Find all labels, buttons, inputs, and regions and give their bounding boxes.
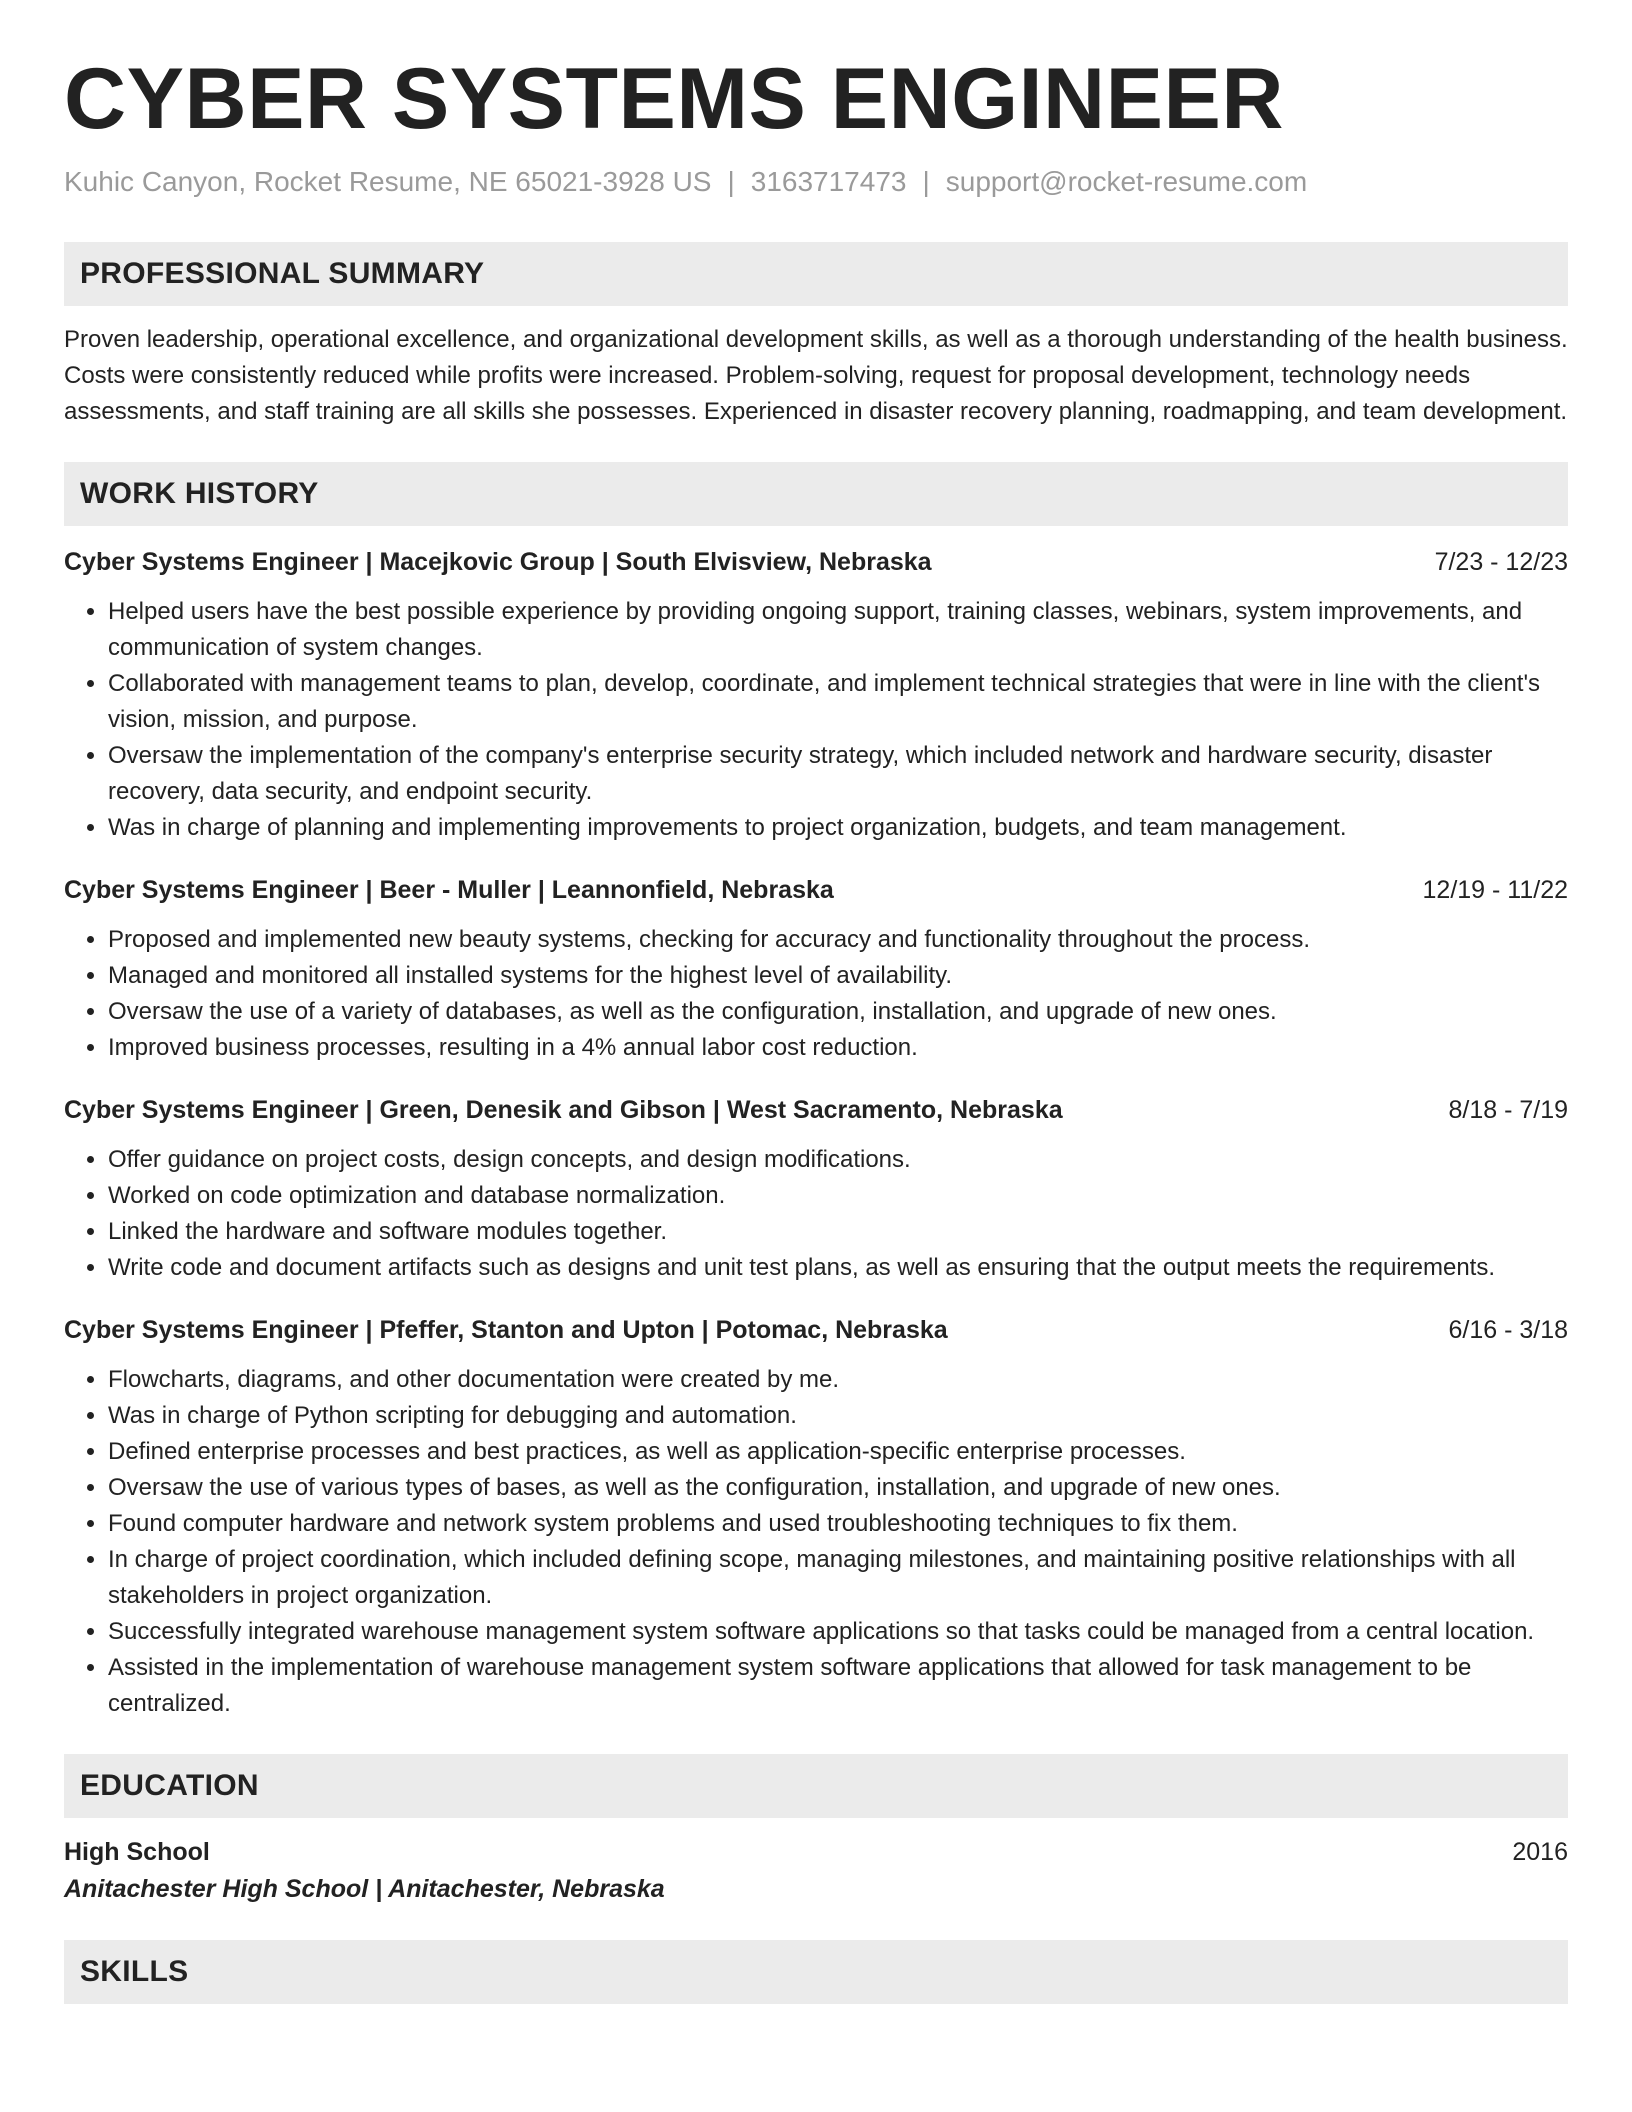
- job-bullet: • Collaborated with management teams to plan, develop, coordinate, and implement technical strategies that were in line with the client's vision, mission, and purpose.: [108, 666, 1568, 738]
- job-header: [64, 1092, 1568, 1128]
- job-bullet: • Helped users have the best possible experience by providing ongoing support, training classes, webinars, system improvements, and communication of system changes.: [108, 594, 1568, 666]
- job-entry: [64, 544, 1568, 846]
- job-bullets: [64, 594, 1568, 846]
- section-heading-skills: SKILLS: [64, 1940, 1568, 2004]
- job-bullets: [64, 1142, 1568, 1286]
- job-dates: 8/18 - 7/19: [1448, 1096, 1568, 1125]
- job-bullet: • Managed and monitored all installed systems for the highest level of availability.: [108, 958, 1568, 994]
- contact-separator: |: [727, 165, 735, 197]
- job-bullet: • Write code and document artifacts such as designs and unit test plans, as well as ensuring that the output meets the requirements.: [108, 1250, 1568, 1286]
- job-bullet: • Defined enterprise processes and best practices, as well as application-specific enterprise processes.: [108, 1434, 1568, 1470]
- education-degree: High School: [64, 1838, 210, 1867]
- job-header: [64, 872, 1568, 908]
- job-bullet: • Worked on code optimization and database normalization.: [108, 1178, 1568, 1214]
- job-bullet: • Offer guidance on project costs, design concepts, and design modifications.: [108, 1142, 1568, 1178]
- candidate-name: CYBER SYSTEMS ENGINEER: [64, 51, 1284, 147]
- job-header: [64, 544, 1568, 580]
- job-bullets: [64, 1362, 1568, 1722]
- job-title: Cyber Systems Engineer | Macejkovic Group | South Elvisview, Nebraska: [64, 548, 932, 577]
- job-entry: [64, 1312, 1568, 1722]
- job-header: [64, 1312, 1568, 1348]
- job-bullets: [64, 922, 1568, 1066]
- job-bullet: • Assisted in the implementation of warehouse management system software applications that allowed for task management to be centralized.: [108, 1650, 1568, 1722]
- education-header: [64, 1834, 1568, 1870]
- job-title: Cyber Systems Engineer | Green, Denesik and Gibson | West Sacramento, Nebraska: [64, 1096, 1063, 1125]
- job-entry: [64, 1092, 1568, 1286]
- section-heading-education: EDUCATION: [64, 1754, 1568, 1818]
- job-bullet: • Improved business processes, resulting in a 4% annual labor cost reduction.: [108, 1030, 1568, 1066]
- job-bullet: • Was in charge of Python scripting for debugging and automation.: [108, 1398, 1568, 1434]
- contact-email: support@rocket-resume.com: [945, 165, 1308, 197]
- job-bullet: • Proposed and implemented new beauty systems, checking for accuracy and functionality throughout the process.: [108, 922, 1568, 958]
- education-school: Anitachester High School | Anitachester, Nebraska: [64, 1875, 665, 1904]
- job-bullet: • Oversaw the use of a variety of databases, as well as the configuration, installation, and upgrade of new ones.: [108, 994, 1568, 1030]
- job-dates: 7/23 - 12/23: [1434, 548, 1568, 577]
- section-heading-work-history: WORK HISTORY: [64, 462, 1568, 526]
- contact-phone: 3163717473: [750, 165, 907, 197]
- job-bullet: • Linked the hardware and software modules together.: [108, 1214, 1568, 1250]
- job-title: Cyber Systems Engineer | Beer - Muller | Leannonfield, Nebraska: [64, 876, 834, 905]
- job-title: Cyber Systems Engineer | Pfeffer, Stanton and Upton | Potomac, Nebraska: [64, 1316, 948, 1345]
- education-year: 2016: [1512, 1838, 1568, 1867]
- contact-address: Kuhic Canyon, Rocket Resume, NE 65021-3928 US: [64, 165, 712, 197]
- job-bullet: • Successfully integrated warehouse management system software applications so that tasks could be managed from a central location.: [108, 1614, 1568, 1650]
- job-bullet: • Found computer hardware and network system problems and used troubleshooting techniques to fix them.: [108, 1506, 1568, 1542]
- job-bullet: • Flowcharts, diagrams, and other documentation were created by me.: [108, 1362, 1568, 1398]
- summary-text: Proven leadership, operational excellence, and organizational development skills, as well as a thorough understanding of the health business. Costs were consistently reduced while profits were increased. Problem-solving, request for proposal development, technology needs assessments, and staff training are all skills she possesses. Experienced in disaster recovery planning, roadmapping, and team development.: [64, 326, 1568, 426]
- job-bullet: • In charge of project coordination, which included defining scope, managing milestones, and maintaining positive relationships with all stakeholders in project organization.: [108, 1542, 1568, 1614]
- job-dates: 12/19 - 11/22: [1422, 876, 1568, 905]
- job-bullet: • Oversaw the implementation of the company's enterprise security strategy, which included network and hardware security, disaster recovery, data security, and endpoint security.: [108, 738, 1568, 810]
- section-heading-summary: PROFESSIONAL SUMMARY: [64, 242, 1568, 306]
- job-bullet: • Was in charge of planning and implementing improvements to project organization, budgets, and team management.: [108, 810, 1568, 846]
- contact-separator: |: [922, 165, 930, 197]
- job-entry: [64, 872, 1568, 1066]
- job-bullet: • Oversaw the use of various types of bases, as well as the configuration, installation, and upgrade of new ones.: [108, 1470, 1568, 1506]
- job-dates: 6/16 - 3/18: [1448, 1316, 1568, 1345]
- contact-line: [64, 165, 1568, 199]
